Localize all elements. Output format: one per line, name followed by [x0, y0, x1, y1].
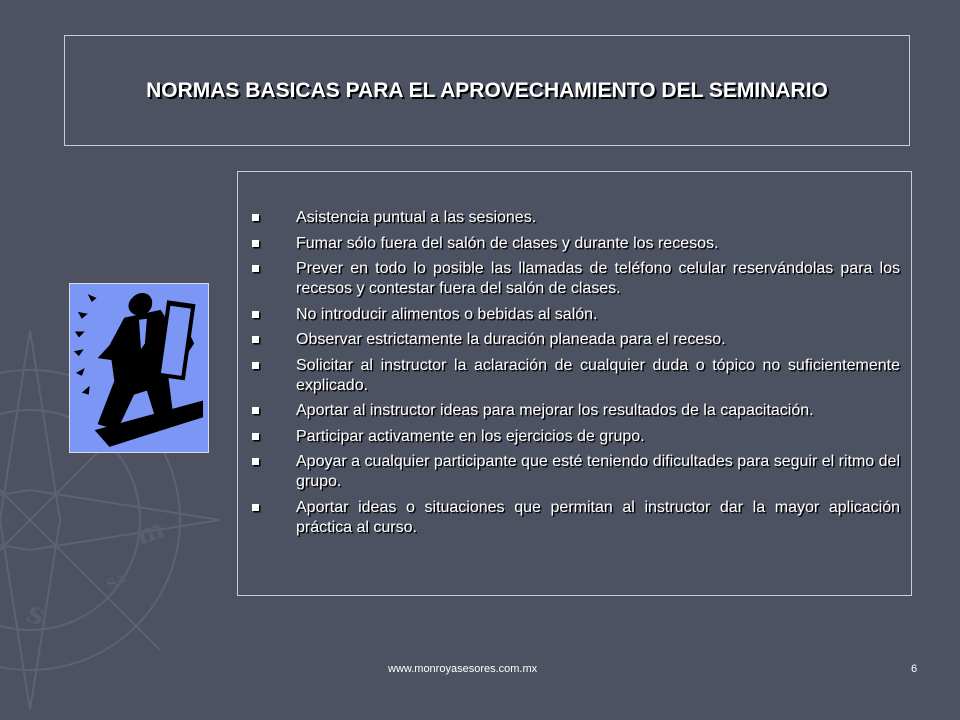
- slide-title: NORMAS BASICAS PARA EL APROVECHAMIENTO DEL SEMINARIO: [146, 79, 828, 102]
- rules-frame: [237, 171, 912, 596]
- rule-text: No introducir alimentos o bebidas al salón.: [296, 305, 598, 323]
- rule-text: Solicitar al instructor la aclaración de cualquier duda o tópico no suficientemente explicado.: [296, 356, 900, 394]
- rule-text: Prever en todo lo posible las llamadas de teléfono celular reservándolas para los recesos y contestar fuera del salón de clases.: [296, 260, 900, 297]
- square-bullet-icon: [252, 362, 259, 369]
- svg-text:m: m: [132, 513, 169, 552]
- list-item: [250, 498, 900, 538]
- list-item: [250, 305, 900, 325]
- rule-text: Aportar al instructor ideas para mejorar los resultados de la capacitación.: [296, 402, 814, 419]
- square-bullet-icon: [252, 458, 259, 465]
- square-bullet-icon: [252, 433, 259, 440]
- square-bullet-icon: [252, 240, 259, 247]
- svg-text:Sa: Sa: [104, 570, 129, 594]
- rules-list: [250, 208, 900, 543]
- rule-text: Asistencia puntual a las sesiones.: [296, 209, 537, 226]
- title-frame: [64, 35, 910, 146]
- list-item: [250, 401, 900, 421]
- rule-text: Participar activamente en los ejercicios de grupo.: [296, 427, 645, 445]
- presenter-clipart: [69, 283, 209, 453]
- square-bullet-icon: [252, 407, 259, 414]
- square-bullet-icon: [252, 336, 259, 343]
- rule-text: Apoyar a cualquier participante que esté teniendo dificultades para seguir el ritmo del grupo.: [296, 453, 900, 490]
- list-item: [250, 452, 900, 492]
- footer-url: www.monroyasesores.com.mx: [388, 663, 538, 675]
- square-bullet-icon: [252, 311, 259, 318]
- square-bullet-icon: [252, 504, 259, 511]
- page-number: 6: [911, 663, 918, 675]
- list-item: [250, 427, 900, 447]
- svg-text:s: s: [22, 594, 51, 634]
- list-item: [250, 208, 900, 228]
- list-item: [250, 259, 900, 299]
- list-item: [250, 356, 900, 396]
- rule-text: Observar estrictamente la duración planeada para el receso.: [296, 331, 726, 348]
- rule-text: Fumar sólo fuera del salón de clases y durante los recesos.: [296, 234, 719, 252]
- list-item: [250, 234, 900, 254]
- rule-text: Aportar ideas o situaciones que permitan al instructor dar la mayor aplicación práctica al curso.: [296, 498, 900, 536]
- square-bullet-icon: [252, 265, 259, 272]
- square-bullet-icon: [252, 214, 259, 221]
- list-item: [250, 330, 900, 350]
